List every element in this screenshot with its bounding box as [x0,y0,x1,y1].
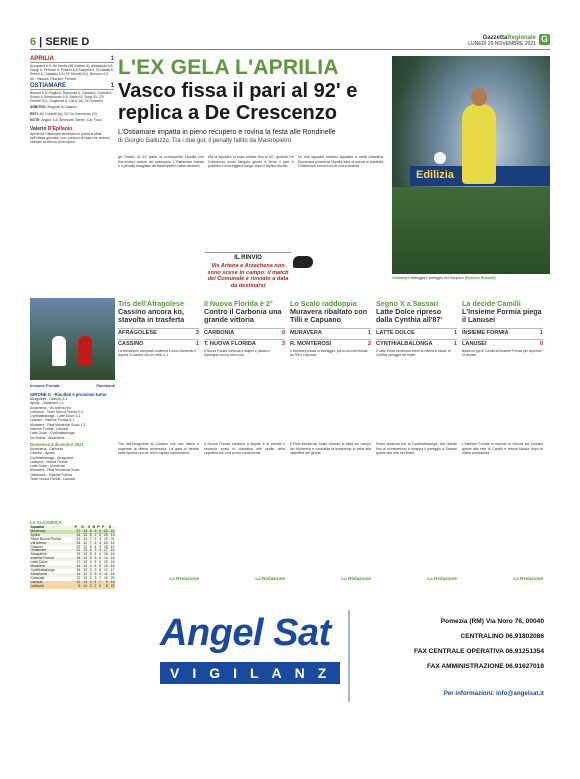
standings-cell: 13 [102,565,109,569]
standings-cell: 16 [108,557,115,561]
fixture-row: Ladispoli - Nuova Florida [30,459,68,464]
standings-cell: 12 [76,575,81,580]
photo-ad-board: Edilizia [410,166,550,186]
fixture-row: Cynthialbalonga - Afragolese [30,455,74,460]
match-kicker: Lo Scalo raddoppia [290,300,357,308]
standings-cell: 14 [108,549,115,553]
match-summary: Basta un gol di Camilli all'Insieme Formia per superare il Lanusei. [462,348,542,357]
standings-cell: 4 [88,565,93,569]
redazione-signature: La Redazione [255,576,285,581]
team-home-lineup: Azzopardi 6.5; De Santis (58' Adamo 6); Alessandri 6.5, Giorgi 6, Petrucci 6, Pollace 6.5 Scarpelli 6, Di Natale 6, Sereni 6, Castaldo 6.5 (75' Moretti SV), Bonomo 6.5. All.: Falasca. Pilazzoli, Ferrara [30,64,114,81]
match-title: Latte Dolce ripreso dalla Cynthia all'87' [376,307,443,325]
standings-cell: Ladispoli [30,585,74,589]
standings-cell: 2 [92,585,97,589]
standings-cell: 13 [81,530,88,534]
rinvio-title: IL RINVIO [205,252,291,261]
standings-cell: 3 [89,575,92,580]
standings-cell: 3 [99,536,101,541]
standings-cell: 15 [76,567,81,572]
article-intro: Aprilia ed Ostiamare terminano in parità la sfida dell'ottava giornata, con i padroni di casa che vedono sfumare la vittoria al recupero. [30,132,110,145]
fixture-row: Ostiamare - Insieme Formia [30,472,73,477]
standings-cell: 14 [102,557,109,561]
standings-header-cell: F [102,526,109,530]
standings-cell: 13 [81,585,88,589]
ad-banner[interactable] [118,596,550,742]
match-goals: RETI: 64' Corsetti (A), 92' De Crescenzo (O) [30,111,97,116]
standings-cell: 15 [103,560,108,565]
match-summary: Il Latte Dolce sembrava avere la vittoria in tasca, la Cynthia pareggia nel finale. [376,348,451,357]
standings-cell: 9 [102,581,109,585]
standings-cell: 13 [83,536,87,541]
match-report: Punto prezioso per la Cynthialbalonga, che resiste fino al novantesimo e strappa il pareggio a Sassari grazie alla rete nel finale. [376,442,457,455]
issue-date: LUNEDÌ 29 NOVEMBRE 2021 [468,41,536,47]
next-round [30,447,115,481]
standings-cell: 5 [89,552,92,557]
ad-fax-centrale: FAX CENTRALE OPERATIVA 06.91251354 [414,648,544,655]
fixture-row: Latte Dolce - Monterosi [30,464,66,469]
match-photo [392,56,550,274]
match-referee: ARBITRO: Brugnoli di Cassino [30,105,77,110]
standings-cell: 13 [83,575,87,580]
standings-cell: Latte Dolce [30,560,48,565]
standings-header-cell: V [88,525,91,529]
team-photo [30,298,115,380]
standings-table [30,526,115,589]
ad-email[interactable]: Per informazioni: info@angelsat.it [443,690,544,697]
match-kicker: Segno X a Sassari [376,300,439,308]
standings-cell: Lanusei [30,581,74,585]
standings-cell: 12 [103,567,108,572]
redazione-signature: La Redazione [341,576,371,581]
ad-address: Pomezia (RM) Via Noro 76, 00040 [440,618,544,625]
team-photo-caption: Insieme Formia Facebook [30,383,115,388]
standings-cell: 17 [76,560,81,565]
standings-cell: 13 [81,549,88,553]
result-row: Vis Artena - Arzachena [30,435,65,440]
standings-cell: 13 [83,552,87,557]
match-summary: Il Nuova Florida continua a stupire e passa in Sardegna con un secco tris. [204,348,270,357]
match-kicker: La decide Camilli [462,300,521,308]
rinvio-text: Vis Artena e Arzachena non sono scese in campo: il match del Comunale è rinviato a data da destinarsi [207,263,289,289]
photo-player-head [471,88,487,106]
match-column [204,300,285,438]
photo-player-white [52,336,66,366]
article-body-col-3: Le due squadre restano appaiate a metà classifica. Domenica prossima l'Aprilia sarà di scena in trasferta, l'Ostiamare tornerà tra le mura amiche. [298,155,384,169]
home-team-score: LATTE DOLCE 1 [376,329,457,336]
standings-header-cell: G [81,526,88,530]
fixture-row: Cassino - Aprilia [30,451,55,456]
match-summary: La formazione campana conferma il buon momento e supera il Cassino con un netto 3-1. [118,348,197,357]
standings-cell: 2 [92,542,97,546]
standings-cell: 2 [88,581,93,585]
standings-cell: 14 [74,573,81,577]
next-round-title: Domenica 5 dicembre 2021 [30,441,84,447]
standings-cell: Vis Artena [30,542,74,546]
standings-cell: 5 [97,565,102,569]
standings-cell: 10 [74,581,81,585]
result-row: Lanusei - Insieme Formia 0-1 [30,418,75,423]
standings-cell: 4 [97,549,102,553]
standings-cell: 16 [108,565,115,569]
standings-cell: 17 [110,567,115,572]
standings-cell: Afragolese [30,552,47,557]
standings-cell: 5 [92,573,97,577]
girone-box [30,392,115,481]
standings-cell: 13 [81,565,88,569]
home-team-score: CARBONIA 0 [204,329,285,336]
standings-cell: 2 [97,530,102,534]
page-number: 6 | SERIE D [30,36,90,48]
page-header [30,36,550,50]
girone-title: GIRONE G - Risultati e prossimo turno [30,392,107,397]
standings-cell: 18 [74,557,81,561]
match-headline [462,300,543,325]
standings-cell: Team Nuova Florida [30,536,61,541]
standings-cell: 4 [89,560,92,565]
standings-cell: 11 [102,573,109,577]
standings-cell: 13 [81,557,88,561]
photo-player-red [78,336,92,366]
photo-pitch [392,187,550,274]
standings-cell: 12 [81,573,88,577]
standings-cell: 14 [108,573,115,577]
result-row: Carbonia - Team Nuova Florida 0-3 [30,409,83,414]
match-report: Il Real Monterosi Scalo rimonta la sfida sul campo del Muravera e consolida la leadership in vetta alla classifica del girone. [290,442,371,455]
fixture-row: Muravera - Real Monterosi Scalo [30,468,80,473]
standings-cell: 10 [108,530,115,534]
standings-cell: 7 [88,542,93,546]
redazione-signature: La Redazione [513,576,543,581]
home-team-score: MURAVERA 1 [290,329,371,336]
headline-kicker: L'EX GELA L'APRILIA [118,56,339,79]
standings-cell: 12 [81,542,88,546]
standings-cell: 8 [102,585,109,589]
standings-cell: 22 [76,544,81,549]
standings-cell: 5 [97,557,102,561]
redazione-signature: La Redazione [427,576,457,581]
standings-cell: Cassino [30,544,43,549]
fixture-row: Team Nuova Florida - Lanusei [30,477,76,482]
standings-header-cell: N [92,525,96,529]
paper-logo-icon: G [540,34,548,44]
match-column [376,300,457,438]
standings-cell: 4 [94,552,97,557]
match-report: Il Nuova Florida continua a stupire e si prende il secondo posto in classifica alle spalle della capolista con una prova convincente. [204,442,285,455]
article-body-col-2: Ma la squadra di casa resiste fino al 92', quando De Crescenzo trova l'angolo giusto e firma il pari. Il pubblico rumoreggia a lungo dopo il triplice fischio. [208,155,294,169]
result-row: Muravera - Real Monterosi Scalo 1-2 [30,422,86,427]
photo-ball [434,152,446,164]
standings-cell: 19 [108,581,115,585]
paper-masthead: GazzettaRegionale LUNEDÌ 29 NOVEMBRE 2021 [468,35,536,47]
standings-cell: 21 [74,549,81,553]
match-headline [290,300,371,325]
standings-cell: 25 [102,534,109,538]
match-title: Cassino ancora ko, stavolta in trasferta [118,307,185,325]
away-team-score: LANUSEI 0 [462,340,543,347]
standings-cell: 12 [110,544,115,549]
standings-cell: 9 [97,585,102,589]
rinvio-box [205,252,291,289]
result-row: Insieme Formia - Lanusei [30,427,69,432]
match-kicker: Tris dell'Afragolese [118,300,185,308]
standings-cell: 5 [94,560,97,565]
standings-cell: 4 [99,552,101,557]
standings-cell: 8 [88,534,93,538]
match-sheet [30,54,114,294]
result-row: Aprilia - Ostiamare 1-1 [30,401,64,406]
team-home-header: APRILIA 1 [30,56,114,62]
match-title: Contro il Carbonia una grande vittoria [204,307,282,325]
standings-cell: 4 [92,581,97,585]
standings-cell: Cynthialbalonga [30,567,55,572]
team-away-lineup: Bianchi 6.5; Paglia 6, Raimondi 6, Casata 6, Guarda 6, Scivoli 6, Bombonato 6.5, Sbezzi 6, Sorgi SV (75' Ferretti SV), Gugliuzza 6, Cal 6. All.: Di Giovanni [30,90,113,104]
match-headline [118,300,199,325]
standings-cell: 16 [103,552,108,557]
standings-cell: 26 [74,534,81,538]
standings-cell: 3 [94,567,97,572]
photo-caption: Ostiamare festeggia il pareggio nel recupero (Roberto Rosselli) [392,276,496,280]
away-team-score: T. NUOVA FLORIDA 3 [204,340,285,347]
standings-cell: 4 [97,573,102,577]
standings-cell: 18 [103,544,108,549]
article-body-col-1: ge Tosato. Al 91' parte la contropiede l'Aprilia con Sorrentino, autore del raddoppio. L'Ostiamare insiste e il penalty sbagliato da Mastropietro resta decisivo. [118,155,204,169]
headline-deck: L'Ostiamare impatta in pieno recupero e rovina la festa alle Rondinelle di Giorgio Galluzzo. Tra i due gol, il penalty fallito da Mastropietro [118,128,390,146]
standings-cell: 3 [92,549,97,553]
standings-cell: 4 [99,560,101,565]
match-summary: Il Muravera passa in vantaggio, poi la rimonta firmata da Tilli e Capuano. [290,348,368,357]
standings-cell: Monterosi [30,530,74,534]
result-row: Cynthialbalonga - Latte Dolce 1-1 [30,414,81,419]
standings-cell: 13 [108,534,115,538]
standings-cell: Aprilia [30,534,74,538]
standings-cell: 20 [102,542,109,546]
standings [30,520,115,589]
standings-cell: 6 [99,567,101,572]
whistle-icon [293,256,313,268]
match-column [290,300,371,438]
match-headline [376,300,457,325]
standings-row [30,585,115,589]
standings-cell: 7 [99,575,101,580]
headline-title: Vasco fissa il pari al 92' e replica a De Crescenzo [118,80,358,124]
standings-cell: 3 [97,542,102,546]
standings-cell: 5 [88,557,93,561]
article-author: Valerio D'Epifanio [30,126,73,133]
standings-cell: 19 [103,536,108,541]
standings-cell: 10 [103,575,108,580]
standings-cell: 12 [108,542,115,546]
standings-cell: 20 [110,575,115,580]
match-column [118,300,199,438]
standings-cell: 22 [108,585,115,589]
standings-cell: 4 [92,565,97,569]
girone-results [30,397,115,440]
match-headline [204,300,285,325]
standings-cell: 16 [74,565,81,569]
standings-cell: 3 [94,575,97,580]
standings-cell: 7 [97,581,102,585]
ad-contacts [344,614,544,674]
home-team-score: AFRAGOLESE 3 [118,329,199,336]
standings-cell: 22 [102,530,109,534]
match-kicker: Il Nuova Florida è 2° [204,300,273,308]
fixture-row: Arzachena - Carbonia [30,446,63,451]
ad-brand: Angel Sat [160,612,331,654]
standings-cell: 4 [94,544,97,549]
standings-cell: 3 [99,544,101,549]
standings-cell: 13 [83,567,87,572]
standings-cell: 27 [74,530,81,534]
home-team-score: INSIEME FORMIA 1 [462,329,543,336]
standings-cell: 6 [89,544,92,549]
standings-title: LA CLASSIFICA [30,520,62,525]
standings-cell: 23 [74,542,81,546]
standings-header-cell: P [74,526,81,530]
standings-cell: 2 [88,585,93,589]
standings-cell: 6 [88,549,93,553]
ad-centralino: CENTRALINO 06.91802086 [460,633,544,640]
standings-cell: 8 [88,530,93,534]
standings-cell: Arzachena [30,573,74,577]
match-report: Tris dell'Afragolese al Cassino che non riesce a superare la difesa avversaria. La gara si decide nella ripresa con tre reti in rapida successione. [118,442,199,455]
standings-cell: 8 [74,585,81,589]
ad-subtitle: VIGILANZA [160,662,340,684]
redazione-signature: La Redazione [169,576,199,581]
match-column [462,300,543,438]
standings-cell: Muravera [30,565,74,569]
standings-cell: 3 [92,530,97,534]
standings-cell: 19 [76,552,81,557]
standings-cell: 15 [110,552,115,557]
away-team-score: R. MONTEROSI 2 [290,340,371,347]
standings-cell: 13 [81,534,88,538]
standings-cell: 11 [110,536,115,541]
standings-cell: 17 [102,549,109,553]
standings-cell: Insieme Formia [30,557,74,561]
standings-cell: 3 [92,557,97,561]
ad-fax-amm: FAX AMMINISTRAZIONE 06.91627018 [426,663,544,670]
photo-player [462,104,496,184]
match-notes: NOTE: Angoli: 3-6. Ammoniti: Sereni, Cal, Fano. [30,117,103,122]
standings-cell: 15 [110,560,115,565]
standings-cell: 3 [97,534,102,538]
away-team-score: CASSINO 1 [118,340,199,347]
match-report: L'Insieme Formia si impone di misura sul Lanusei grazie alla rete di Camilli e ritrova fiducia dopo le ultime prestazioni. [462,442,543,455]
standings-cell: 7 [89,536,92,541]
standings-header-cell: S [108,526,115,530]
result-row: Arzachena - Vis Artena rinv. [30,405,72,410]
team-away-header: OSTIAMARE 1 [30,82,114,89]
standings-header-cell: P [97,525,100,529]
result-row: Latte Dolce - Cynthialbalonga [30,431,75,436]
away-team-score: CYNTHIALBALONGA 1 [376,340,457,347]
standings-cell: Ostiamare [30,549,74,553]
standings-cell: 4 [89,567,92,572]
standings-cell: Carbonia [30,575,45,580]
standings-cell: 13 [81,581,88,585]
result-row: Afragolese - Cassino 3-1 [30,397,68,401]
standings-cell: 2 [92,534,97,538]
standings-cell: 13 [83,544,87,549]
match-title: L'Insieme Formia piega il Lanusei [462,307,542,325]
headline-byline: di Giorgio Galluzzo. Tra i due gol, il penalty fallito da Mastropietro [118,138,292,144]
standings-cell: 13 [83,560,87,565]
standings-header-cell: Squadra [30,526,74,530]
standings-cell: 3 [88,573,93,577]
standings-cell: 24 [76,536,81,541]
standings-cell: 3 [94,536,97,541]
match-title: Muravera ribaltato con Tilli e Capuano [290,307,368,325]
